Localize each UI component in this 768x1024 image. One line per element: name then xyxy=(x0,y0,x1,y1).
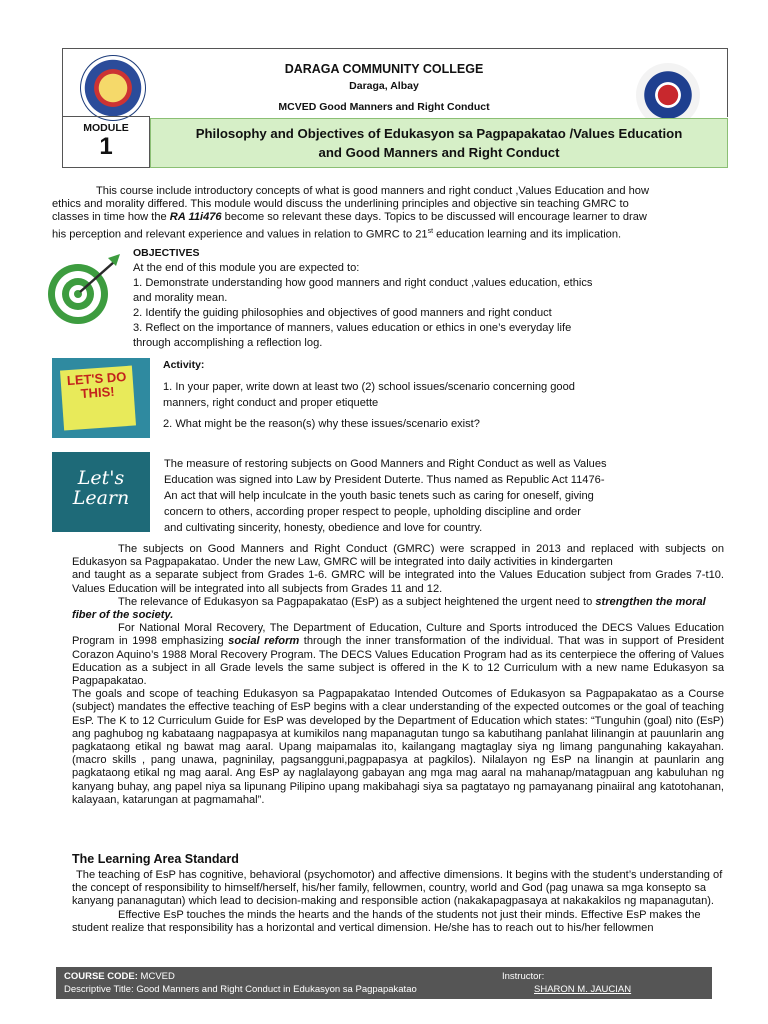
objective-item: 3. Reflect on the importance of manners, values education or ethics in one’s everyday life xyxy=(133,322,572,334)
body-paragraph: For National Moral Recovery, The Department of Education, Culture and Sports introduced the DECS Values Education Program in 1998 emphasizing social reform through the inner transformation of the individual. That was in support of President Corazon Aquino’s 1988 Moral Recovery Program. The DECS Values Education Program had as its centerpiece the offering of Values Education as a subject in all Grade levels the same subject is offered in the K to 12 Curriculum with a new name Edukasyon sa Pagpapakatao. xyxy=(72,622,725,688)
activity-question: 2. What might be the reason(s) why these issues/scenario exist? xyxy=(163,418,480,430)
module-title-box xyxy=(150,118,728,168)
activity-heading: Activity: xyxy=(163,359,205,371)
module-box xyxy=(62,116,150,168)
body-text xyxy=(72,543,724,807)
intro-paragraph: This course include introductory concepts of what is good manners and right conduct ,Values Education and how ethics and morality differed. This module would discuss the underlining principles and objective sin teaching GMRC to classes in time how the RA 11i476 become so relevant these days. Topics to be discussed will encourage learner to draw his perception and relevant experience and values in relation to GMRC to 21st education learning and its implication. xyxy=(52,185,649,241)
instructor-name: SHARON M. JAUCIAN xyxy=(534,984,632,995)
body-paragraph: The teaching of EsP has cognitive, behavioral (psychomotor) and affective dimensions. It begins with the student’s understanding of the concept of responsibility to himself/herself, his/her family, fellowmen, country, world and God (pag unawa sa mga konsepto sa kanyang pananagutan) which lead to decision-making and responsible action (nakakapagpasaya at nakakakilos ng mapanagutan). xyxy=(72,869,723,908)
module-number: 1 xyxy=(99,133,113,160)
lets-learn-icon: Let's Learn xyxy=(52,452,150,532)
objective-item: 1. Demonstrate understanding how good manners and right conduct ,values education, ethics xyxy=(133,277,593,289)
activity-question: 1. In your paper, write down at least two (2) school issues/scenario concerning good xyxy=(163,381,575,393)
body-paragraph: The goals and scope of teaching Edukasyon sa Pagpapakatao Intended Outcomes of Edukasyon sa Pagpapakatao as a Course (subject) mandates the effective teaching of EsP begins with a clear understanding of the expected outcomes or the goal of teaching EsP. The K to 12 Curriculum Guide for EsP was developed by the Department of Education which states: “Tunguhin (goal) nito (EsP) ang paghubog ng kabataang nagpapasya at kumikilos nang mapanagutan tungo sa kabutihang panlahat lilinangin at pauunlarin ang pagkataong etikal ng bawat mag aaral. Upang maipamalas ito, kailangang magtaglay siya ng limang pangunahing kakayahan. (macro skills , pang unawa, pagninilay, pagsangguni,pagpapasya at pagkilos). Nilalayon ng EsP na linangin at paunlarin ang pagkataong etikal ng mag aaral. Ang EsP ay naglalayong gabayan ang mga mag aaral na mahanap/matagpuan ang kabuluhan ng kanyang buhay, ang papel niya sa lipunang Pilipino upang makibahagi siya sa pagtatayo ng pamayanang pinaiiral ang katotohanan, kalayaan, katarungan at pagmamahal”. xyxy=(72,688,724,806)
learning-area-text xyxy=(72,869,724,935)
body-paragraph: The relevance of Edukasyon sa Pagpapakatao (EsP) as a subject heightened the urgent need to strengthen the moral fiber of the society. xyxy=(72,595,706,622)
body-paragraph: The subjects on Good Manners and Right Conduct (GMRC) were scrapped in 2013 and replaced with subjects on Edukasyon sa Pagpapakatao. Under the new Law, GMRC will be integrated into daily activities in kindergarten xyxy=(72,543,724,569)
college-location: Daraga, Albay xyxy=(349,80,419,92)
activity-section: Activity: 1. In your paper, write down at least two (2) school issues/scenario concerning good manners, right conduct and proper etiquette 2. What might be the reason(s) why these issues/scenario exist? xyxy=(163,357,723,432)
body-paragraph: and taught as a separate subject from Grades 1-6. GMRC will be integrated into the Values Education subject from Grades 7-t10. Values Education will be integrated into all subjects from Grades 11 and 12. xyxy=(72,569,724,595)
body-paragraph: Effective EsP touches the minds the hearts and the hands of the students not just their minds. Effective EsP makes the student realize that responsibility has a horizontal and vertical dimension. He/she has to reach out to his/her fellowmen xyxy=(72,908,701,934)
target-icon xyxy=(42,250,122,330)
instructor-label: Instructor: xyxy=(502,971,545,982)
objective-item: through accomplishing a reflection log. xyxy=(133,337,323,349)
objectives-lead: At the end of this module you are expected to: xyxy=(133,262,360,274)
learning-area-heading: The Learning Area Standard xyxy=(72,852,239,866)
footer-bar xyxy=(56,967,712,999)
objective-item: 2. Identify the guiding philosophies and objectives of good manners and right conduct xyxy=(133,307,552,319)
module-title: Philosophy and Objectives of Edukasyon sa Pagpapakatao /Values Education and Good Manners and Right Conduct xyxy=(195,126,683,160)
module-label: MODULE xyxy=(83,122,129,134)
learn-paragraph: The measure of restoring subjects on Good Manners and Right Conduct as well as Values Education was signed into Law by President Duterte. Thus named as Republic Act 11476- An act that will help inculcate in the youth basic tenets such as caring for oneself, giving concern to others, according proper respect to people, upholding discipline and order and cultivating sincerity, honesty, obedience and love for country. xyxy=(164,458,607,534)
course-line: MCVED Good Manners and Right Conduct xyxy=(278,101,490,113)
objective-item: and morality mean. xyxy=(133,292,228,304)
college-name: DARAGA COMMUNITY COLLEGE xyxy=(284,62,484,76)
descriptive-title: Descriptive Title: Good Manners and Right Conduct in Edukasyon sa Pagpapakatao xyxy=(64,984,417,995)
objectives-heading: OBJECTIVES xyxy=(133,247,200,259)
course-code: COURSE CODE: MCVED xyxy=(64,971,175,982)
sticky-note: LET'S DO THIS! xyxy=(60,366,136,431)
objectives-section xyxy=(133,246,723,351)
